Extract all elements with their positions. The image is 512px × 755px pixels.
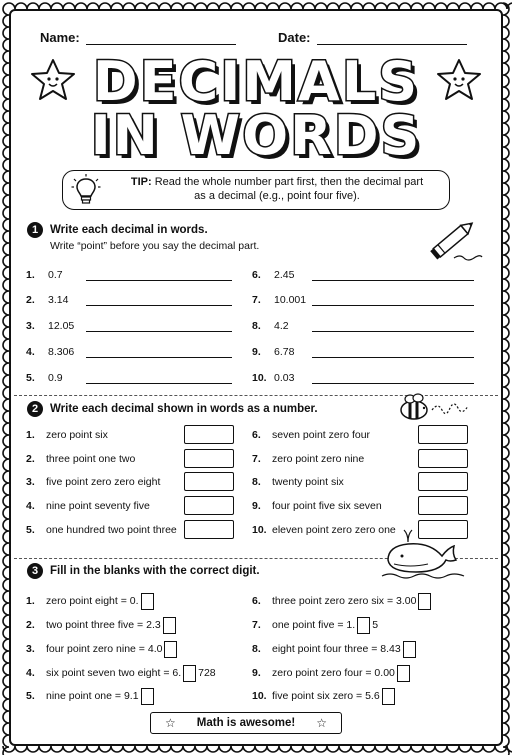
item-number: 3. [26,320,35,332]
exercise-row [26,687,156,705]
item-number: 8. [252,320,261,332]
exercise-row [252,592,433,610]
exercise-row [252,293,306,307]
item-number: 2. [26,294,35,306]
page-title-line1: DECIMALS [92,50,420,113]
decimal-value: 12.05 [48,320,75,332]
section2-title: Write each decimal shown in words as a number. [50,403,318,415]
exercise-row [252,616,378,634]
digit-blank[interactable] [163,617,176,634]
item-number: 5. [26,372,35,384]
answer-box[interactable] [418,496,468,515]
item-number: 7. [252,453,261,465]
answer-box[interactable] [418,425,468,444]
answer-line[interactable] [86,383,232,384]
exercise-row [26,640,179,658]
exercise-row [26,345,74,359]
digit-blank[interactable] [183,665,196,682]
date-blank[interactable] [317,33,467,45]
exercise-row [26,319,74,333]
footer-text: Math is awesome! [196,717,296,729]
equation-text: four point zero nine = 4.0 [46,643,163,655]
answer-line[interactable] [86,357,232,358]
equation-suffix: 5 [372,619,379,631]
exercise-row [26,475,160,489]
equation-text: two point three five = 2.3 [46,619,161,631]
name-blank[interactable] [86,33,236,45]
exercise-row [252,687,397,705]
word-form: zero point zero nine [272,453,365,465]
exercise-row [26,293,68,307]
decimal-value: 0.7 [48,269,63,281]
footer-banner [150,712,342,734]
digit-blank[interactable] [357,617,370,634]
item-number: 1. [26,595,35,607]
item-number: 8. [252,643,261,655]
word-form: one hundred two point three [46,524,177,536]
item-number: 6. [252,595,261,607]
pencil-icon [424,214,484,264]
bee-icon [396,392,476,424]
word-form: three point one two [46,453,136,465]
equation-suffix: 728 [198,667,216,679]
answer-line[interactable] [86,305,232,306]
item-number: 9. [252,346,261,358]
exercise-row [26,616,178,634]
exercise-row [26,499,150,513]
item-number: 2. [26,619,35,631]
exercise-row [26,592,156,610]
equation-text: zero point zero four = 0.00 [272,667,395,679]
exercise-row [252,640,418,658]
item-number: 9. [252,667,261,679]
item-number: 10. [252,524,267,536]
equation-text: three point zero zero six = 3.00 [272,595,417,607]
exercise-row [252,428,370,442]
exercise-row [26,664,216,682]
equation-text: six point seven two eight = 6. [46,667,182,679]
decimal-value: 3.14 [48,294,69,306]
item-number: 8. [252,476,261,488]
item-number: 5. [26,524,35,536]
item-number: 4. [26,667,35,679]
digit-blank[interactable] [164,641,177,658]
answer-box[interactable] [184,472,234,491]
equation-text: zero point eight = 0. [46,595,139,607]
tip-label: TIP: [130,176,152,188]
item-number: 1. [26,429,35,441]
star-icon-right: ☆ [316,716,327,730]
item-number: 4. [26,500,35,512]
exercise-row [26,268,63,282]
tip-line2: as a decimal (e.g., point four five). [194,190,360,202]
exercise-row [26,428,108,442]
item-number: 1. [26,269,35,281]
exercise-row [252,268,294,282]
digit-blank[interactable] [418,593,431,610]
decimal-value: 2.45 [274,269,295,281]
decimal-value: 0.9 [48,372,63,384]
answer-line[interactable] [312,357,474,358]
section1-number: 1 [27,222,43,238]
section1-title: Write each decimal in words. [50,224,208,236]
item-number: 4. [26,346,35,358]
answer-line[interactable] [312,383,474,384]
name-label: Name: [40,30,80,45]
word-form: nine point seventy five [46,500,150,512]
exercise-row [26,523,177,537]
name-field[interactable] [40,30,236,45]
section3-title: Fill in the blanks with the correct digit. [50,565,260,577]
answer-box[interactable] [184,425,234,444]
decimal-value: 8.306 [48,346,75,358]
answer-box[interactable] [184,520,234,539]
exercise-row [252,523,396,537]
equation-text: five point six zero = 5.6 [272,690,380,702]
decimal-value: 10.001 [274,294,307,306]
equation-text: one point five = 1. [272,619,356,631]
item-number: 10. [252,372,267,384]
equation-text: nine point one = 9.1 [46,690,139,702]
item-number: 6. [252,429,261,441]
exercise-row [252,371,294,385]
lightbulb-icon [71,173,101,207]
answer-box[interactable] [418,472,468,491]
page-title-line2: IN WORDS [90,104,422,167]
tip-line1: TIP: Read the whole number part first, then the decimal part [130,176,424,188]
answer-box[interactable] [184,449,234,468]
exercise-row [252,345,294,359]
word-form: twenty point six [272,476,344,488]
item-number: 3. [26,476,35,488]
word-form: four point five six seven [272,500,382,512]
decimal-value: 4.2 [274,320,289,332]
digit-blank[interactable] [403,641,416,658]
section2-number: 2 [27,401,43,417]
tip-box [62,170,450,210]
item-number: 7. [252,294,261,306]
digit-blank[interactable] [382,688,395,705]
item-number: 3. [26,643,35,655]
decimal-value: 0.03 [274,372,295,384]
word-form: eleven point zero zero one [272,524,396,536]
whale-icon [380,528,466,580]
answer-line[interactable] [312,280,474,281]
exercise-row [26,452,135,466]
exercise-row [252,499,382,513]
answer-line[interactable] [86,331,232,332]
exercise-row [252,319,289,333]
answer-line[interactable] [86,280,232,281]
word-form: five point zero zero eight [46,476,161,488]
digit-blank[interactable] [397,665,410,682]
section3-number: 3 [27,563,43,579]
date-field[interactable] [278,30,467,45]
decimal-value: 6.78 [274,346,295,358]
equation-text: eight point four three = 8.43 [272,643,401,655]
answer-line[interactable] [312,331,474,332]
word-form: zero point six [46,429,108,441]
answer-line[interactable] [312,305,474,306]
section1-subtitle: Write “point” before you say the decimal part. [50,240,260,252]
item-number: 10. [252,690,267,702]
exercise-row [26,371,63,385]
item-number: 2. [26,453,35,465]
answer-box[interactable] [184,496,234,515]
item-number: 7. [252,619,261,631]
item-number: 5. [26,690,35,702]
exercise-row [252,452,364,466]
exercise-row [252,475,344,489]
exercise-row [252,664,412,682]
star-icon-left: ☆ [165,716,176,730]
date-label: Date: [278,30,311,45]
digit-blank[interactable] [141,593,154,610]
item-number: 6. [252,269,261,281]
item-number: 9. [252,500,261,512]
word-form: seven point zero four [272,429,371,441]
digit-blank[interactable] [141,688,154,705]
answer-box[interactable] [418,449,468,468]
